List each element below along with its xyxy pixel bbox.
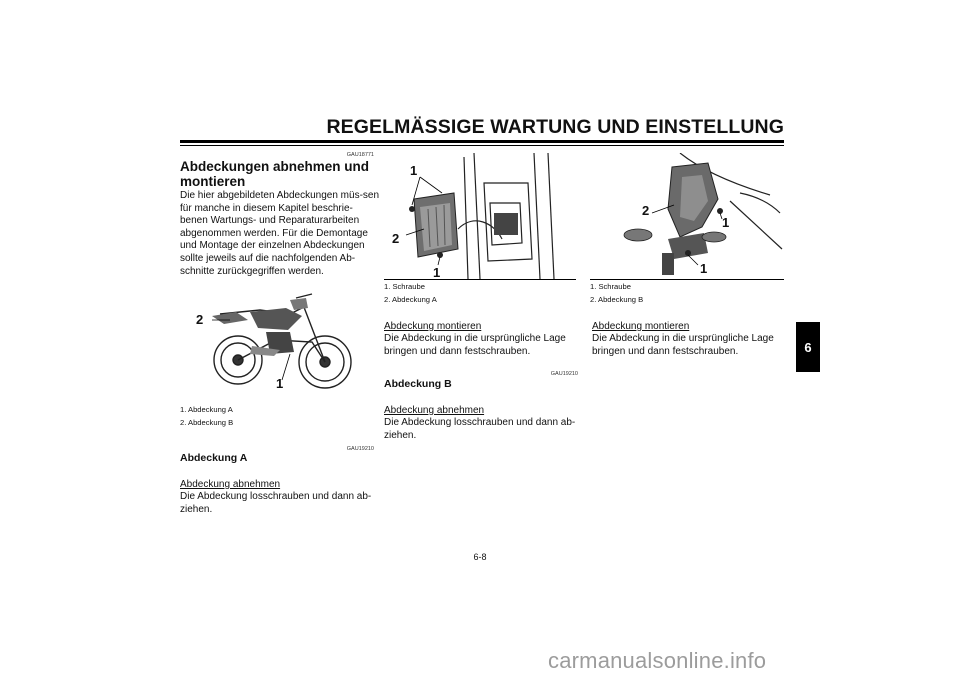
callout-1: 1 [700, 261, 708, 276]
figure-legend [590, 281, 643, 306]
callout-2: 2 [392, 231, 400, 246]
subheading-abdeckung-b: Abdeckung B [384, 378, 452, 390]
callout-1: 1 [722, 215, 730, 230]
motorcycle-overview-figure [190, 280, 370, 400]
callout-2: 2 [196, 312, 204, 327]
legend-item: 2. Abdeckung B [180, 417, 234, 427]
procedure-label-install: Abdeckung montieren [384, 321, 482, 332]
reference-code: GAU19210 [550, 371, 578, 377]
procedure-text-install: Die Abdeckung in die ursprüngliche Lage bringen und dann festschrauben. [592, 333, 774, 357]
procedure-text-install: Die Abdeckung in die ursprüngliche Lage bringen und dann festschrauben. [384, 333, 566, 357]
procedure-text-remove: Die Abdeckung losschrauben und dann ab-ziehen. [384, 417, 576, 441]
legend-item: 1. Schraube [384, 282, 425, 291]
legend-item: 1. Schraube [590, 282, 631, 291]
procedure-label-remove: Abdeckung abnehmen [180, 479, 281, 490]
procedure-text-remove: Die Abdeckung losschrauben und dann ab-ziehen. [180, 491, 372, 515]
reference-code: GAU19210 [346, 446, 374, 452]
section-heading: Abdeckungen abnehmen und montieren [180, 159, 370, 189]
cover-b-detail-figure [590, 153, 784, 280]
procedure-label-install: Abdeckung montieren [592, 321, 690, 332]
figure-legend [180, 404, 233, 429]
callout-1: 1 [433, 265, 441, 280]
procedure-label-remove: Abdeckung abnehmen [384, 405, 485, 416]
callout-2: 2 [642, 203, 650, 218]
page-header-title: REGELMÄSSIGE WARTUNG UND EINSTELLUNG [326, 116, 784, 138]
reference-code: GAU18771 [346, 152, 374, 158]
header-rule-thin [180, 145, 784, 146]
legend-item: 1. Abdeckung A [180, 405, 233, 414]
chapter-tab: 6 [796, 322, 820, 372]
legend-item: 2. Abdeckung B [590, 294, 644, 304]
legend-item: 2. Abdeckung A [384, 294, 437, 304]
header-rule-thick [180, 140, 784, 143]
callout-1: 1 [410, 163, 418, 178]
subheading-abdeckung-a: Abdeckung A [180, 452, 248, 464]
watermark: carmanualsonline.info [548, 648, 767, 673]
intro-paragraph: Die hier abgebildeten Abdeckungen müs-sen für manche in diesem Kapitel beschrie-benen Wartungs- und Reparaturarbeiten abgenommen werden. Für die Demontage und Montage der einzelnen Abdeckungen sollte jeweils auf die nachfolgenden Ab-schnitte zurückgegriffen werden. [180, 190, 380, 277]
figure-legend [384, 281, 437, 306]
cover-a-detail-figure [384, 153, 576, 280]
callout-1: 1 [276, 376, 284, 391]
page-number: 6-8 [473, 552, 487, 562]
cover-b-illustration [590, 153, 784, 279]
